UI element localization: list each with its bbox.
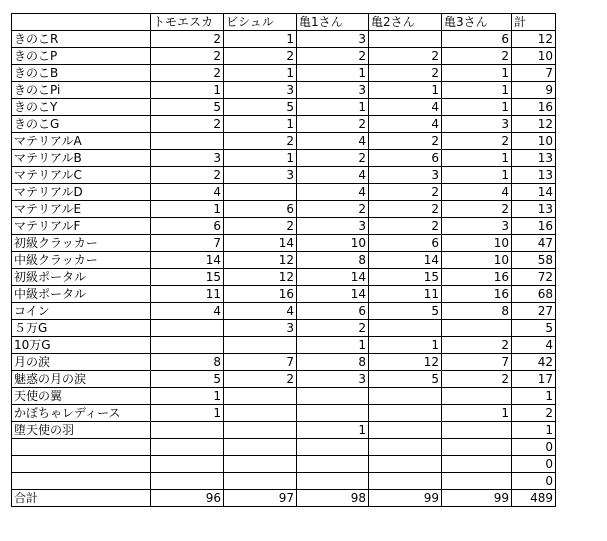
- data-cell[interactable]: 12: [369, 354, 442, 371]
- data-cell[interactable]: 0: [512, 473, 556, 490]
- data-cell[interactable]: 3: [224, 82, 297, 99]
- data-cell[interactable]: 1: [151, 405, 224, 422]
- data-cell[interactable]: 1: [224, 31, 297, 48]
- row-label-cell[interactable]: 天使の翼: [12, 388, 151, 405]
- data-cell[interactable]: 4: [224, 303, 297, 320]
- row-label-cell[interactable]: 合計: [12, 490, 151, 507]
- data-cell[interactable]: 14: [512, 184, 556, 201]
- data-cell[interactable]: 10: [442, 235, 512, 252]
- data-cell[interactable]: 2: [151, 116, 224, 133]
- table-row: [12, 473, 556, 490]
- data-cell[interactable]: 2: [369, 48, 442, 65]
- data-cell[interactable]: 99: [369, 490, 442, 507]
- data-cell[interactable]: 1: [297, 99, 369, 116]
- data-cell[interactable]: [297, 456, 369, 473]
- data-cell[interactable]: [369, 405, 442, 422]
- data-cell[interactable]: 42: [512, 354, 556, 371]
- data-cell[interactable]: 2: [369, 184, 442, 201]
- data-cell[interactable]: [224, 439, 297, 456]
- data-cell[interactable]: 3: [442, 116, 512, 133]
- table-row: [12, 490, 556, 507]
- row-label-cell[interactable]: [12, 456, 151, 473]
- table-row: [12, 167, 556, 184]
- table-row: [12, 235, 556, 252]
- data-cell[interactable]: 2: [442, 133, 512, 150]
- data-cell[interactable]: 14: [297, 269, 369, 286]
- row-label-cell[interactable]: きのこY: [12, 99, 151, 116]
- data-cell[interactable]: 2: [442, 337, 512, 354]
- data-cell[interactable]: [297, 439, 369, 456]
- data-cell[interactable]: 10: [512, 48, 556, 65]
- data-cell[interactable]: 2: [297, 116, 369, 133]
- data-cell[interactable]: 2: [297, 320, 369, 337]
- table-row: [12, 269, 556, 286]
- data-cell[interactable]: 16: [442, 269, 512, 286]
- header-cell-0[interactable]: [12, 14, 151, 31]
- table-row: [12, 337, 556, 354]
- data-cell[interactable]: 4: [512, 337, 556, 354]
- data-cell[interactable]: 1: [151, 201, 224, 218]
- table-row: [12, 303, 556, 320]
- data-cell[interactable]: [224, 473, 297, 490]
- data-cell[interactable]: 13: [512, 201, 556, 218]
- data-cell[interactable]: 2: [297, 48, 369, 65]
- row-label-cell[interactable]: きのこP: [12, 48, 151, 65]
- row-label-cell[interactable]: マテリアルC: [12, 167, 151, 184]
- data-cell[interactable]: 8: [297, 252, 369, 269]
- row-label-cell[interactable]: マテリアルF: [12, 218, 151, 235]
- row-label-cell[interactable]: 月の涙: [12, 354, 151, 371]
- data-cell[interactable]: 1: [442, 65, 512, 82]
- row-label-cell[interactable]: きのこR: [12, 31, 151, 48]
- table-row: [12, 65, 556, 82]
- data-cell[interactable]: 10: [442, 252, 512, 269]
- data-cell[interactable]: [369, 439, 442, 456]
- data-cell[interactable]: 2: [512, 405, 556, 422]
- data-cell[interactable]: 3: [224, 167, 297, 184]
- row-label-cell[interactable]: マテリアルA: [12, 133, 151, 150]
- data-cell[interactable]: 2: [442, 371, 512, 388]
- data-cell[interactable]: 1: [297, 65, 369, 82]
- data-cell[interactable]: 10: [512, 133, 556, 150]
- data-cell[interactable]: 1: [442, 150, 512, 167]
- row-label-cell[interactable]: 初級クラッカー: [12, 235, 151, 252]
- data-cell[interactable]: [224, 422, 297, 439]
- data-cell[interactable]: 3: [369, 167, 442, 184]
- data-cell[interactable]: 3: [297, 31, 369, 48]
- data-cell[interactable]: 16: [512, 99, 556, 116]
- data-cell[interactable]: [151, 337, 224, 354]
- data-cell[interactable]: 12: [224, 269, 297, 286]
- table-row: [12, 48, 556, 65]
- data-cell[interactable]: 68: [512, 286, 556, 303]
- data-cell[interactable]: [369, 473, 442, 490]
- header-cell-3[interactable]: 亀1さん: [297, 14, 369, 31]
- data-cell[interactable]: [442, 439, 512, 456]
- data-cell[interactable]: 6: [369, 235, 442, 252]
- row-label-cell[interactable]: きのこPi: [12, 82, 151, 99]
- table-row: [12, 31, 556, 48]
- data-cell[interactable]: [369, 31, 442, 48]
- row-label-cell[interactable]: 堕天使の羽: [12, 422, 151, 439]
- data-cell[interactable]: 2: [224, 48, 297, 65]
- data-cell[interactable]: 3: [151, 150, 224, 167]
- row-label-cell[interactable]: 中級クラッカー: [12, 252, 151, 269]
- data-cell[interactable]: 13: [512, 167, 556, 184]
- data-cell[interactable]: 2: [224, 218, 297, 235]
- row-label-cell[interactable]: きのこB: [12, 65, 151, 82]
- data-cell[interactable]: 1: [224, 116, 297, 133]
- data-cell[interactable]: 6: [369, 150, 442, 167]
- data-cell[interactable]: 5: [224, 99, 297, 116]
- row-label-cell[interactable]: [12, 439, 151, 456]
- data-cell[interactable]: 12: [224, 252, 297, 269]
- data-cell[interactable]: 4: [297, 184, 369, 201]
- data-cell[interactable]: 4: [369, 116, 442, 133]
- header-cell-1[interactable]: トモエスカ: [151, 14, 224, 31]
- table-row: [12, 388, 556, 405]
- row-label-cell[interactable]: ５万G: [12, 320, 151, 337]
- data-cell[interactable]: 2: [297, 150, 369, 167]
- data-cell[interactable]: 5: [512, 320, 556, 337]
- row-label-cell[interactable]: コイン: [12, 303, 151, 320]
- data-cell[interactable]: 6: [442, 31, 512, 48]
- data-cell[interactable]: [224, 337, 297, 354]
- data-cell[interactable]: 2: [151, 65, 224, 82]
- data-cell[interactable]: 8: [297, 354, 369, 371]
- data-cell[interactable]: 1: [151, 388, 224, 405]
- row-label-cell[interactable]: マテリアルE: [12, 201, 151, 218]
- table-row: [12, 422, 556, 439]
- table-row: [12, 116, 556, 133]
- data-cell[interactable]: 1: [224, 65, 297, 82]
- table-row: [12, 320, 556, 337]
- header-row: [12, 14, 556, 31]
- data-cell[interactable]: 1: [512, 422, 556, 439]
- data-cell[interactable]: 3: [297, 371, 369, 388]
- data-cell[interactable]: [369, 388, 442, 405]
- data-cell[interactable]: 14: [151, 252, 224, 269]
- data-cell[interactable]: [442, 473, 512, 490]
- data-cell[interactable]: [442, 388, 512, 405]
- row-label-cell[interactable]: 10万G: [12, 337, 151, 354]
- data-cell[interactable]: [297, 405, 369, 422]
- data-cell[interactable]: 5: [151, 99, 224, 116]
- data-cell[interactable]: 6: [151, 218, 224, 235]
- data-cell[interactable]: 2: [442, 48, 512, 65]
- data-cell[interactable]: 3: [297, 82, 369, 99]
- table-row: [12, 354, 556, 371]
- data-cell[interactable]: 1: [297, 337, 369, 354]
- table-row: [12, 99, 556, 116]
- data-cell[interactable]: 16: [442, 286, 512, 303]
- row-label-cell[interactable]: 初級ポータル: [12, 269, 151, 286]
- data-cell[interactable]: 1: [224, 150, 297, 167]
- data-cell[interactable]: 0: [512, 439, 556, 456]
- data-cell[interactable]: 99: [442, 490, 512, 507]
- table-row: [12, 133, 556, 150]
- data-cell[interactable]: 0: [512, 456, 556, 473]
- data-cell[interactable]: [369, 320, 442, 337]
- data-cell[interactable]: [151, 422, 224, 439]
- data-cell[interactable]: 1: [442, 99, 512, 116]
- data-cell[interactable]: 5: [151, 371, 224, 388]
- data-cell[interactable]: [151, 439, 224, 456]
- row-label-cell[interactable]: かぼちゃレディース: [12, 405, 151, 422]
- data-cell[interactable]: 9: [512, 82, 556, 99]
- data-cell[interactable]: [442, 422, 512, 439]
- data-cell[interactable]: 12: [512, 31, 556, 48]
- data-cell[interactable]: 15: [369, 269, 442, 286]
- data-cell[interactable]: [224, 456, 297, 473]
- data-cell[interactable]: 2: [151, 31, 224, 48]
- data-cell[interactable]: 2: [151, 167, 224, 184]
- data-cell[interactable]: 4: [151, 184, 224, 201]
- data-cell[interactable]: 4: [151, 303, 224, 320]
- data-cell[interactable]: 2: [369, 201, 442, 218]
- data-cell[interactable]: 2: [151, 48, 224, 65]
- data-cell[interactable]: 7: [442, 354, 512, 371]
- table-row: [12, 150, 556, 167]
- data-cell[interactable]: 2: [369, 133, 442, 150]
- data-cell[interactable]: 2: [442, 201, 512, 218]
- data-cell[interactable]: 47: [512, 235, 556, 252]
- header-cell-5[interactable]: 亀3さん: [442, 14, 512, 31]
- data-cell[interactable]: [224, 184, 297, 201]
- data-cell[interactable]: 16: [512, 218, 556, 235]
- data-cell[interactable]: 4: [369, 99, 442, 116]
- data-cell[interactable]: 8: [151, 354, 224, 371]
- data-cell[interactable]: 72: [512, 269, 556, 286]
- data-cell[interactable]: [297, 388, 369, 405]
- data-cell[interactable]: [442, 320, 512, 337]
- data-cell[interactable]: 16: [224, 286, 297, 303]
- data-cell[interactable]: 11: [369, 286, 442, 303]
- data-cell[interactable]: 58: [512, 252, 556, 269]
- table-row: [12, 201, 556, 218]
- row-label-cell[interactable]: マテリアルD: [12, 184, 151, 201]
- data-cell[interactable]: 27: [512, 303, 556, 320]
- table-row: [12, 286, 556, 303]
- table-row: [12, 252, 556, 269]
- data-cell[interactable]: 489: [512, 490, 556, 507]
- table-row: [12, 82, 556, 99]
- data-cell[interactable]: 7: [512, 65, 556, 82]
- data-cell[interactable]: 5: [369, 371, 442, 388]
- data-cell[interactable]: [224, 388, 297, 405]
- header-cell-4[interactable]: 亀2さん: [369, 14, 442, 31]
- data-cell[interactable]: [151, 320, 224, 337]
- data-cell[interactable]: [224, 405, 297, 422]
- row-label-cell[interactable]: [12, 473, 151, 490]
- table-row: [12, 218, 556, 235]
- header-cell-6[interactable]: 計: [512, 14, 556, 31]
- data-cell[interactable]: 17: [512, 371, 556, 388]
- data-cell[interactable]: 5: [369, 303, 442, 320]
- data-cell[interactable]: 1: [442, 167, 512, 184]
- data-cell[interactable]: 3: [297, 218, 369, 235]
- data-cell[interactable]: 8: [442, 303, 512, 320]
- data-cell[interactable]: 14: [297, 286, 369, 303]
- spreadsheet-table: [11, 13, 556, 507]
- data-cell[interactable]: 1: [369, 337, 442, 354]
- header-cell-2[interactable]: ビシュル: [224, 14, 297, 31]
- data-cell[interactable]: 3: [224, 320, 297, 337]
- data-cell[interactable]: 1: [151, 82, 224, 99]
- row-label-cell[interactable]: 魅惑の月の涙: [12, 371, 151, 388]
- row-label-cell[interactable]: 中級ポータル: [12, 286, 151, 303]
- data-cell[interactable]: [151, 456, 224, 473]
- data-cell[interactable]: 97: [224, 490, 297, 507]
- data-cell[interactable]: 1: [442, 405, 512, 422]
- data-cell[interactable]: 1: [512, 388, 556, 405]
- data-cell[interactable]: 10: [297, 235, 369, 252]
- data-cell[interactable]: 7: [224, 354, 297, 371]
- data-cell[interactable]: [151, 133, 224, 150]
- data-cell[interactable]: 13: [512, 150, 556, 167]
- table-row: [12, 405, 556, 422]
- data-cell[interactable]: 1: [297, 422, 369, 439]
- data-cell[interactable]: 4: [442, 184, 512, 201]
- data-cell[interactable]: 2: [297, 201, 369, 218]
- table-row: [12, 184, 556, 201]
- data-cell[interactable]: 15: [151, 269, 224, 286]
- spreadsheet-body: [12, 14, 556, 507]
- data-cell[interactable]: 12: [512, 116, 556, 133]
- table-row: [12, 456, 556, 473]
- data-cell[interactable]: 4: [297, 167, 369, 184]
- data-cell[interactable]: 2: [224, 371, 297, 388]
- data-cell[interactable]: 11: [151, 286, 224, 303]
- data-cell[interactable]: [442, 456, 512, 473]
- data-cell[interactable]: 2: [224, 133, 297, 150]
- data-cell[interactable]: 3: [442, 218, 512, 235]
- data-cell[interactable]: 14: [369, 252, 442, 269]
- table-row: [12, 439, 556, 456]
- data-cell[interactable]: 96: [151, 490, 224, 507]
- data-cell[interactable]: 2: [369, 218, 442, 235]
- data-cell[interactable]: 14: [224, 235, 297, 252]
- data-cell[interactable]: 4: [297, 133, 369, 150]
- data-cell[interactable]: 1: [369, 82, 442, 99]
- data-cell[interactable]: 2: [369, 65, 442, 82]
- row-label-cell[interactable]: マテリアルB: [12, 150, 151, 167]
- data-cell[interactable]: 6: [224, 201, 297, 218]
- data-cell[interactable]: 1: [442, 82, 512, 99]
- data-cell[interactable]: 7: [151, 235, 224, 252]
- table-row: [12, 371, 556, 388]
- data-cell[interactable]: 98: [297, 490, 369, 507]
- data-cell[interactable]: [369, 422, 442, 439]
- data-cell[interactable]: [297, 473, 369, 490]
- data-cell[interactable]: 6: [297, 303, 369, 320]
- row-label-cell[interactable]: きのこG: [12, 116, 151, 133]
- data-cell[interactable]: [369, 456, 442, 473]
- data-cell[interactable]: [151, 473, 224, 490]
